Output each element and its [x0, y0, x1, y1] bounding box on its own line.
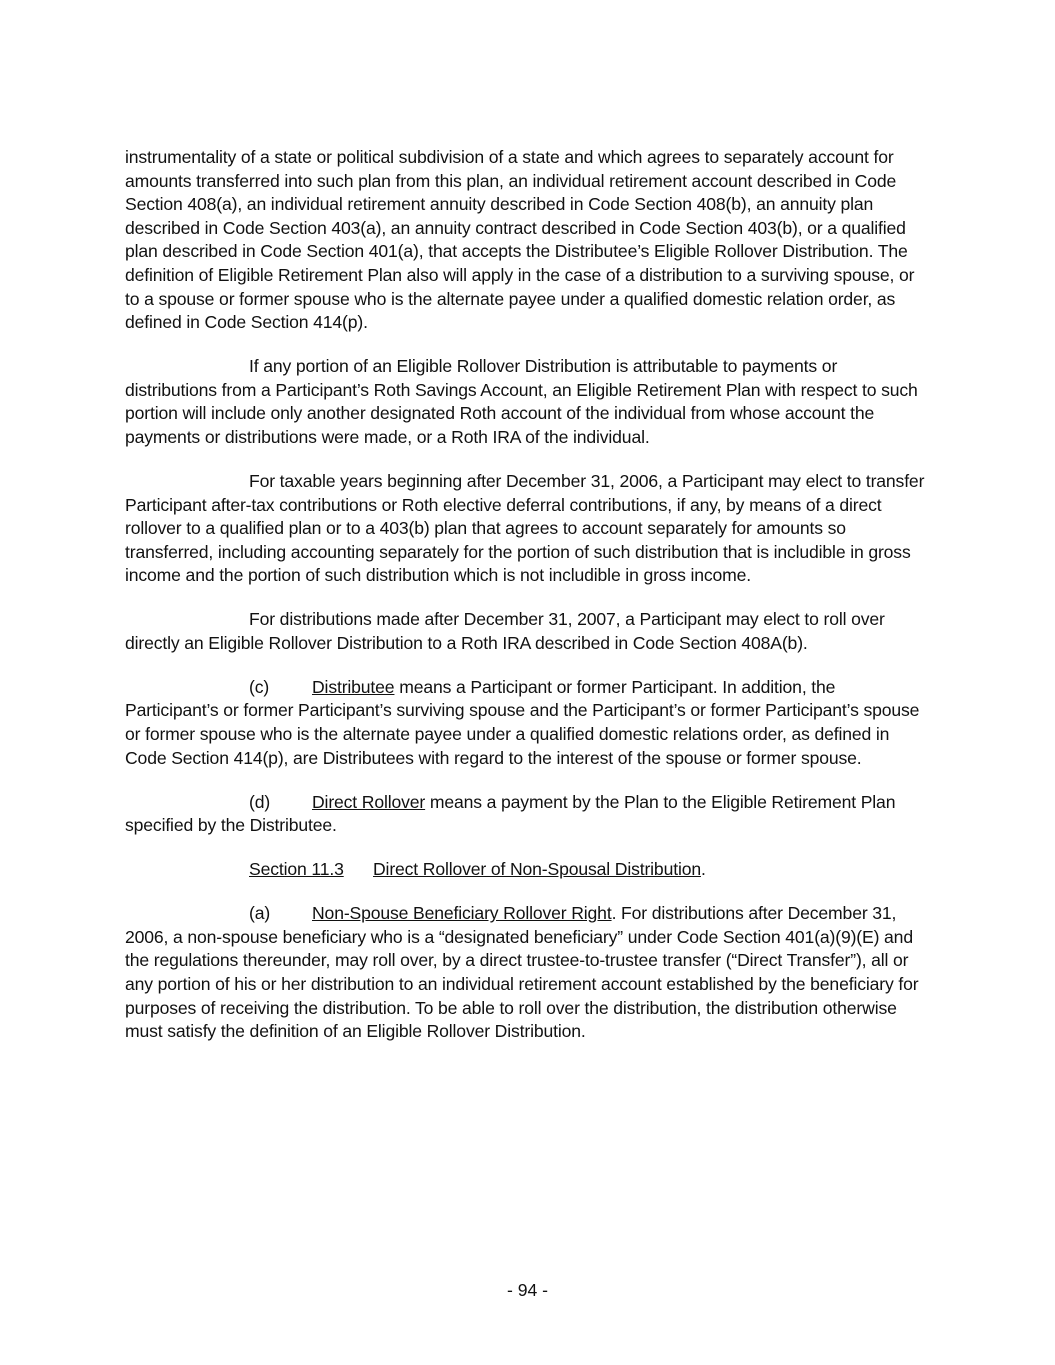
paragraph-roth-ira-rollover — [125, 608, 925, 655]
subsection-non-spouse-rollover-right — [125, 902, 925, 1044]
item-label: (c) — [249, 676, 270, 697]
definition-text: means a Participant or former Participant. In addition, the Participant’s or former Participant’s surviving spouse and the Participant’s or former Participant’s spouse or former spouse who is the alternate payee under a qualified domestic relations order, as defined in Code Section 414(p), are Distributees with regard to the interest of the spouse or former spouse. — [125, 676, 920, 768]
paragraph-text: If any portion of an Eligible Rollover Distribution is attributable to payments or distributions from a Participant’s Roth Savings Account, an Eligible Retirement Plan with respect to such portion will include only another designated Roth account of the individual from whose account the payments or distributions were made, or a Roth IRA of the individual. — [125, 356, 918, 447]
defined-term: Direct Rollover — [312, 791, 426, 812]
subsection-title: Non-Spouse Beneficiary Rollover Right — [312, 903, 612, 924]
paragraph-text: For distributions made after December 31, 2007, a Participant may elect to roll over directly an Eligible Rollover Distribution to a Roth IRA described in Code Section 408A(b). — [125, 609, 885, 653]
section-title: Direct Rollover of Non-Spousal Distribution — [373, 859, 701, 880]
definition-text: means a payment by the Plan to the Eligible Retirement Plan specified by the Distributee. — [125, 791, 896, 836]
defined-term: Distributee — [312, 676, 395, 697]
section-title-period: . — [700, 859, 706, 880]
document-body — [125, 146, 925, 1064]
page-number: - 94 - — [506, 1280, 549, 1300]
subsection-text: . For distributions after December 31, 2006, a non-spouse beneficiary who is a “designated beneficiary” under Code Section 401(a)(9)(E) and the regulations thereunder, may roll over, by a direct trustee-to-trustee transfer (“Direct Transfer”), all or any portion of his or her distribution to an individual retirement account established by the beneficiary for purposes of receiving the distribution. To be able to roll over the distribution, the distribution otherwise must satisfy the definition of an Eligible Rollover Distribution. — [125, 903, 919, 1042]
definition-direct-rollover — [125, 791, 925, 838]
definition-distributee — [125, 676, 925, 770]
paragraph-eligible-retirement-plan-continued — [125, 146, 925, 335]
paragraph-taxable-years-transfer — [125, 470, 925, 588]
paragraph-text: For taxable years beginning after December 31, 2006, a Participant may elect to transfer Participant after-tax contributions or Roth elective deferral contributions, if any, by means of a direct rollover to a qualified plan or to a 403(b) plan that agrees to account separately for amounts so transferred, including accounting separately for the portion of such distribution that is includible in gross income and the portion of such distribution which is not includible in gross income. — [125, 470, 925, 586]
paragraph-roth-savings-account — [125, 355, 925, 449]
item-label: (a) — [249, 903, 271, 924]
paragraph-text: instrumentality of a state or political subdivision of a state and which agrees to separately account for amounts transferred into such plan from this plan, an individual retirement account described in Code Section 408(a), an individual retirement annuity described in Code Section 408(b), an annuity plan described in Code Section 403(a), an annuity contract described in Code Section 403(b), or a qualified plan described in Code Section 401(a), that accepts the Distributee’s Eligible Rollover Distribution. The definition of Eligible Retirement Plan also will apply in the case of a distribution to a surviving spouse, or to a spouse or former spouse who is the alternate payee under a qualified domestic relation order, as defined in Code Section 414(p). — [125, 147, 915, 333]
section-heading — [125, 858, 925, 882]
item-label: (d) — [249, 791, 271, 812]
section-number: Section 11.3 — [249, 859, 344, 880]
